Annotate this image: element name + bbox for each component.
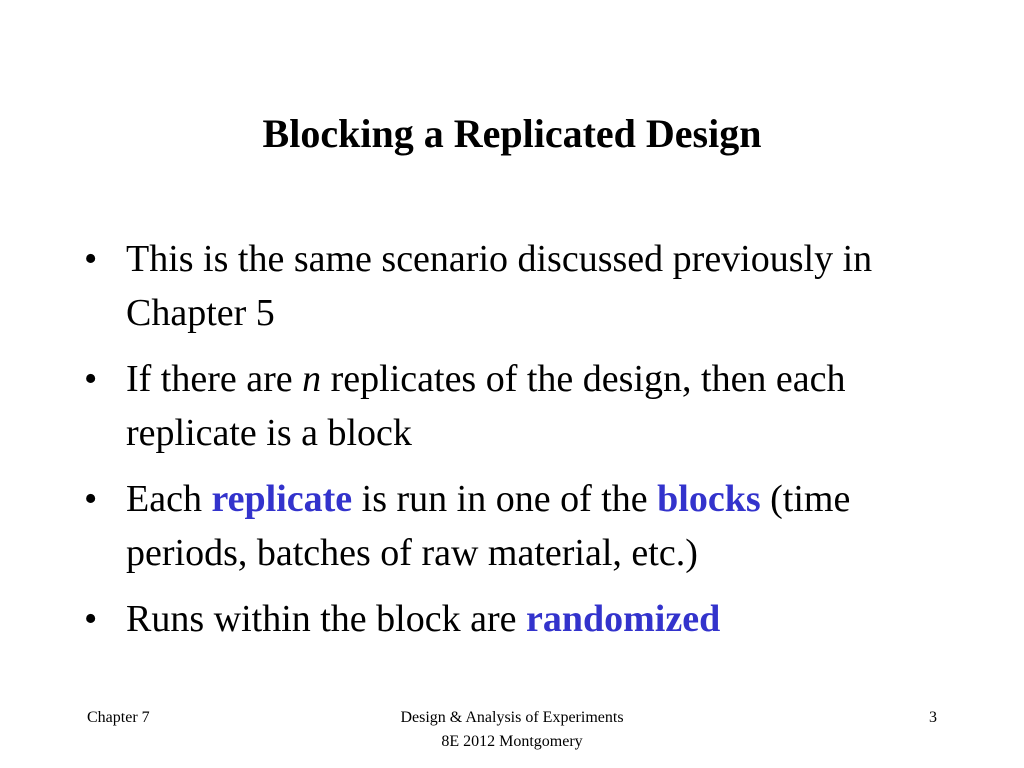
bullet-dot-icon: •	[84, 358, 98, 400]
italic-variable: n	[302, 358, 322, 400]
footer-course-line1: Design & Analysis of Experiments	[400, 709, 624, 726]
footer-course-line2: 8E 2012 Montgomery	[441, 733, 583, 750]
footer-chapter: Chapter 7	[87, 709, 150, 726]
footer-course	[312, 706, 712, 754]
bullet-text-start: Runs within the block are	[126, 598, 526, 640]
bullet-text-start: If there are	[126, 358, 303, 400]
bullet-text-middle: is run in one of the	[352, 478, 658, 520]
keyword-blocks: blocks	[657, 478, 761, 520]
keyword-randomized: randomized	[525, 598, 721, 640]
keyword-replicate: replicate	[211, 478, 353, 520]
bullet-text-end: (time periods, batches of raw material, etc.)	[126, 478, 851, 574]
bullet-text: This is the same scenario discussed previously in Chapter 5	[126, 238, 873, 334]
bullet-item	[82, 232, 962, 340]
bullet-dot-icon: •	[84, 478, 98, 520]
bullet-item	[82, 592, 962, 646]
page-number: 3	[929, 709, 937, 726]
slide-title: Blocking a Replicated Design	[262, 111, 762, 156]
bullet-list	[82, 232, 962, 658]
bullet-dot-icon: •	[84, 238, 98, 280]
bullet-item	[82, 472, 962, 580]
bullet-dot-icon: •	[84, 598, 98, 640]
bullet-item	[82, 352, 962, 460]
bullet-text-start: Each	[126, 478, 212, 520]
bullet-text-end: replicates of the design, then each replicate is a block	[126, 358, 846, 454]
